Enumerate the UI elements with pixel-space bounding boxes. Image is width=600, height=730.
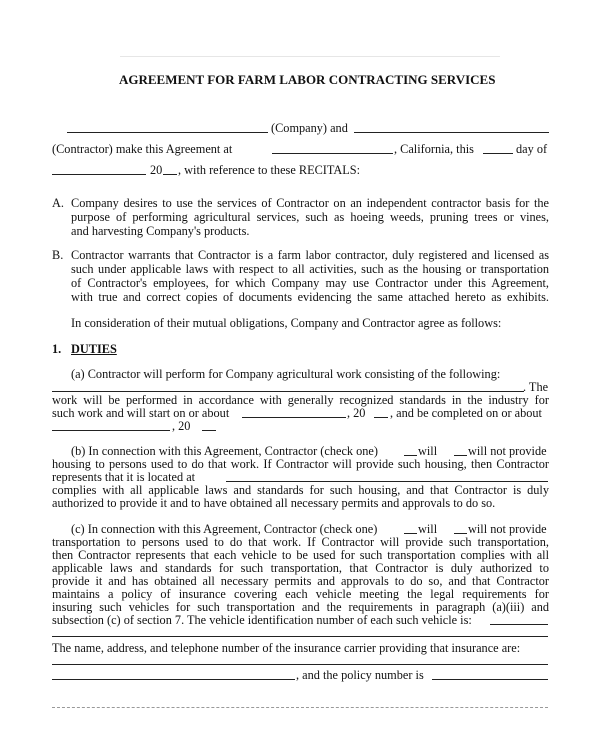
section-number: 1.: [52, 342, 62, 356]
month-blank[interactable]: [52, 174, 146, 175]
duties-b-line: housing to persons used to do that work. If Contractor will provide such housing, then Contractor: [52, 457, 549, 471]
duties-b-will-not: will not provide: [468, 444, 547, 458]
vin-blank[interactable]: [490, 624, 548, 625]
year-blank[interactable]: [163, 174, 177, 175]
insurance-line: The name, address, and telephone number of the insurance carrier providing that insurance are:: [52, 641, 521, 655]
recital-a-line: purpose of performing agricultural services, such as hoeing weeds, pruning trees or vines,: [71, 210, 549, 224]
recital-b-line: of Contractor's employees, for which Company may use Contractor under this Agreement,: [71, 276, 549, 290]
contractor-prefix: (Contractor) make this Agreement at: [52, 142, 233, 156]
document-title: AGREEMENT FOR FARM LABOR CONTRACTING SERVICES: [119, 72, 496, 87]
recital-b-line: such under applicable laws with respect to all activities, such as the housing or transportation: [71, 262, 549, 276]
consideration-text: In consideration of their mutual obligations, Company and Contractor agree as follows:: [71, 316, 502, 330]
duties-c-line: subsection (c) of section 7. The vehicle identification number of each such vehicle is:: [52, 613, 472, 627]
duties-a-end-year: , 20: [172, 419, 191, 433]
day-blank[interactable]: [483, 153, 513, 154]
duties-c-line: insuring such vehicles for such transportation and the requirements in paragraph (a)(iii) and: [52, 600, 549, 614]
housing-location-blank[interactable]: [226, 481, 548, 482]
duties-c-line: transportation to persons used to do that work. If Contractor will provide such transportation,: [52, 535, 549, 549]
transport-will-checkbox[interactable]: [404, 533, 417, 534]
continued-rule: [52, 707, 548, 708]
california-label: , California, this: [394, 142, 474, 156]
start-date-blank[interactable]: [242, 417, 346, 418]
year-prefix: 20: [150, 163, 163, 177]
end-year-blank[interactable]: [202, 430, 216, 431]
recital-b-line: Contractor warrants that Contractor is a farm labor contractor, duly registered and licensed as: [71, 248, 549, 262]
housing-will-not-checkbox[interactable]: [454, 455, 467, 456]
duties-a-start-label: such work and will start on or about: [52, 406, 230, 420]
duties-a-line: work will be performed in accordance with generally recognized standards in the industry for: [52, 393, 549, 407]
end-date-blank[interactable]: [52, 430, 170, 431]
duties-c-will-not: will not provide: [468, 522, 547, 536]
duties-a-the: . The: [523, 380, 549, 394]
policy-label: , and the policy number is: [296, 668, 424, 682]
header-rule: [120, 56, 500, 57]
section-heading: DUTIES: [71, 342, 117, 356]
day-of-label: day of: [516, 142, 548, 156]
company-label: (Company) and: [271, 121, 348, 135]
insurance-address-blank[interactable]: [52, 679, 295, 680]
insurance-carrier-blank[interactable]: [52, 664, 548, 665]
duties-b-will: will: [418, 444, 438, 458]
duties-a-line: (a) Contractor will perform for Company agricultural work consisting of the following:: [71, 367, 501, 381]
vin-blank-2[interactable]: [52, 636, 548, 637]
recital-b-line: with true and correct copies of documents evidencing the same attached hereto as exhibits.: [71, 290, 549, 304]
recitals-label: , with reference to these RECITALS:: [178, 163, 361, 177]
duties-a-end-label: , and be completed on or about: [390, 406, 542, 420]
duties-b-line: complies with all applicable laws and standards for such housing, and that Contractor is duly: [52, 483, 549, 497]
duties-a-year-label: , 20: [347, 406, 366, 420]
duties-c-will: will: [418, 522, 438, 536]
recital-a-line: Company desires to use the services of Contractor on an independent contractor basis for the: [71, 196, 549, 210]
work-description-blank[interactable]: [52, 391, 524, 392]
recital-a-marker: A.: [52, 196, 64, 210]
housing-will-checkbox[interactable]: [404, 455, 417, 456]
recital-a-line: and harvesting Company's products.: [71, 224, 250, 238]
location-blank[interactable]: [272, 153, 393, 154]
duties-c-line: applicable laws and standards for such transportation, that Contractor is duly authorized to: [52, 561, 549, 575]
policy-number-blank[interactable]: [432, 679, 548, 680]
start-year-blank[interactable]: [374, 417, 388, 418]
duties-b-line: represents that it is located at: [52, 470, 196, 484]
duties-c-line: maintains a policy of insurance covering each vehicle meeting the legal requirements for: [52, 587, 549, 601]
company-blank[interactable]: [67, 132, 268, 133]
recital-b-marker: B.: [52, 248, 64, 262]
contractor-name-blank[interactable]: [354, 132, 549, 133]
duties-c-line: then Contractor represents that each vehicle to be used for such transportation complies with all: [52, 548, 549, 562]
duties-c-line: (c) In connection with this Agreement, Contractor (check one): [71, 522, 378, 536]
transport-will-not-checkbox[interactable]: [454, 533, 467, 534]
duties-b-line: authorized to provide it and to have obtained all necessary permits and approvals to do so.: [52, 496, 496, 510]
duties-b-line: (b) In connection with this Agreement, Contractor (check one): [71, 444, 378, 458]
duties-c-line: provide it and has obtained all necessary permits and approvals to do so, and that Contractor: [52, 574, 549, 588]
